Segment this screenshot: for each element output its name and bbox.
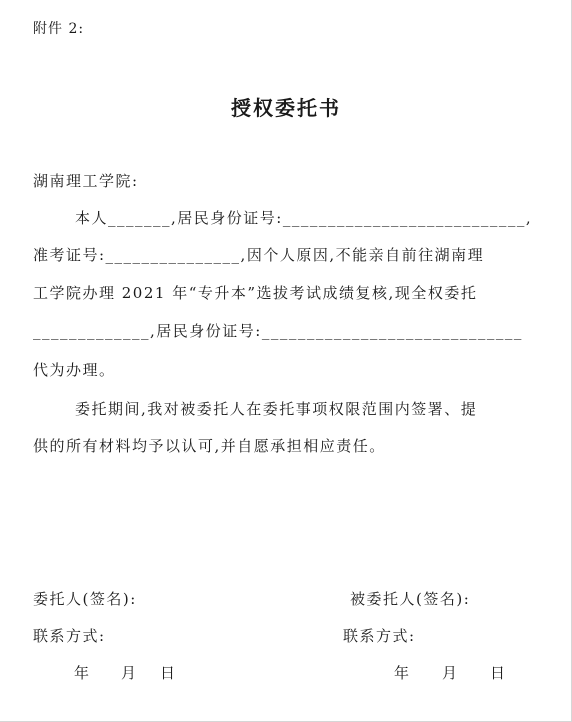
agent-date-month: 月 [442, 664, 458, 682]
body-line-6: 委托期间,我对被委托人在委托事项权限范围内签署、提 [75, 400, 478, 418]
principal-contact-label: 联系方式: [33, 627, 106, 645]
agent-signature-label: 被委托人(签名): [350, 590, 471, 608]
principal-date-month: 月 [121, 664, 137, 682]
body-line-3: 工学院办理 2021 年“专升本”选拔考试成绩复核,现全权委托 [33, 284, 478, 302]
body-line-2: 准考证号:_______________,因个人原因,不能亲自前往湖南理 [33, 246, 485, 264]
addressee: 湖南理工学院: [33, 172, 139, 190]
principal-date-day: 日 [160, 664, 176, 682]
agent-date-day: 日 [490, 664, 506, 682]
principal-date-year: 年 [74, 664, 90, 682]
principal-signature-label: 委托人(签名): [33, 590, 137, 608]
attachment-label: 附件 2: [33, 21, 85, 37]
body-line-7: 供的所有材料均予以认可,并自愿承担相应责任。 [33, 437, 386, 455]
body-line-5: 代为办理。 [33, 361, 116, 379]
agent-date-year: 年 [394, 664, 410, 682]
document-title: 授权委托书 [231, 96, 341, 120]
body-line-1: 本人_______,居民身份证号:___________________________, [75, 209, 533, 227]
body-line-4: _____________,居民身份证号:_____________________________ [33, 322, 523, 340]
agent-contact-label: 联系方式: [343, 627, 416, 645]
